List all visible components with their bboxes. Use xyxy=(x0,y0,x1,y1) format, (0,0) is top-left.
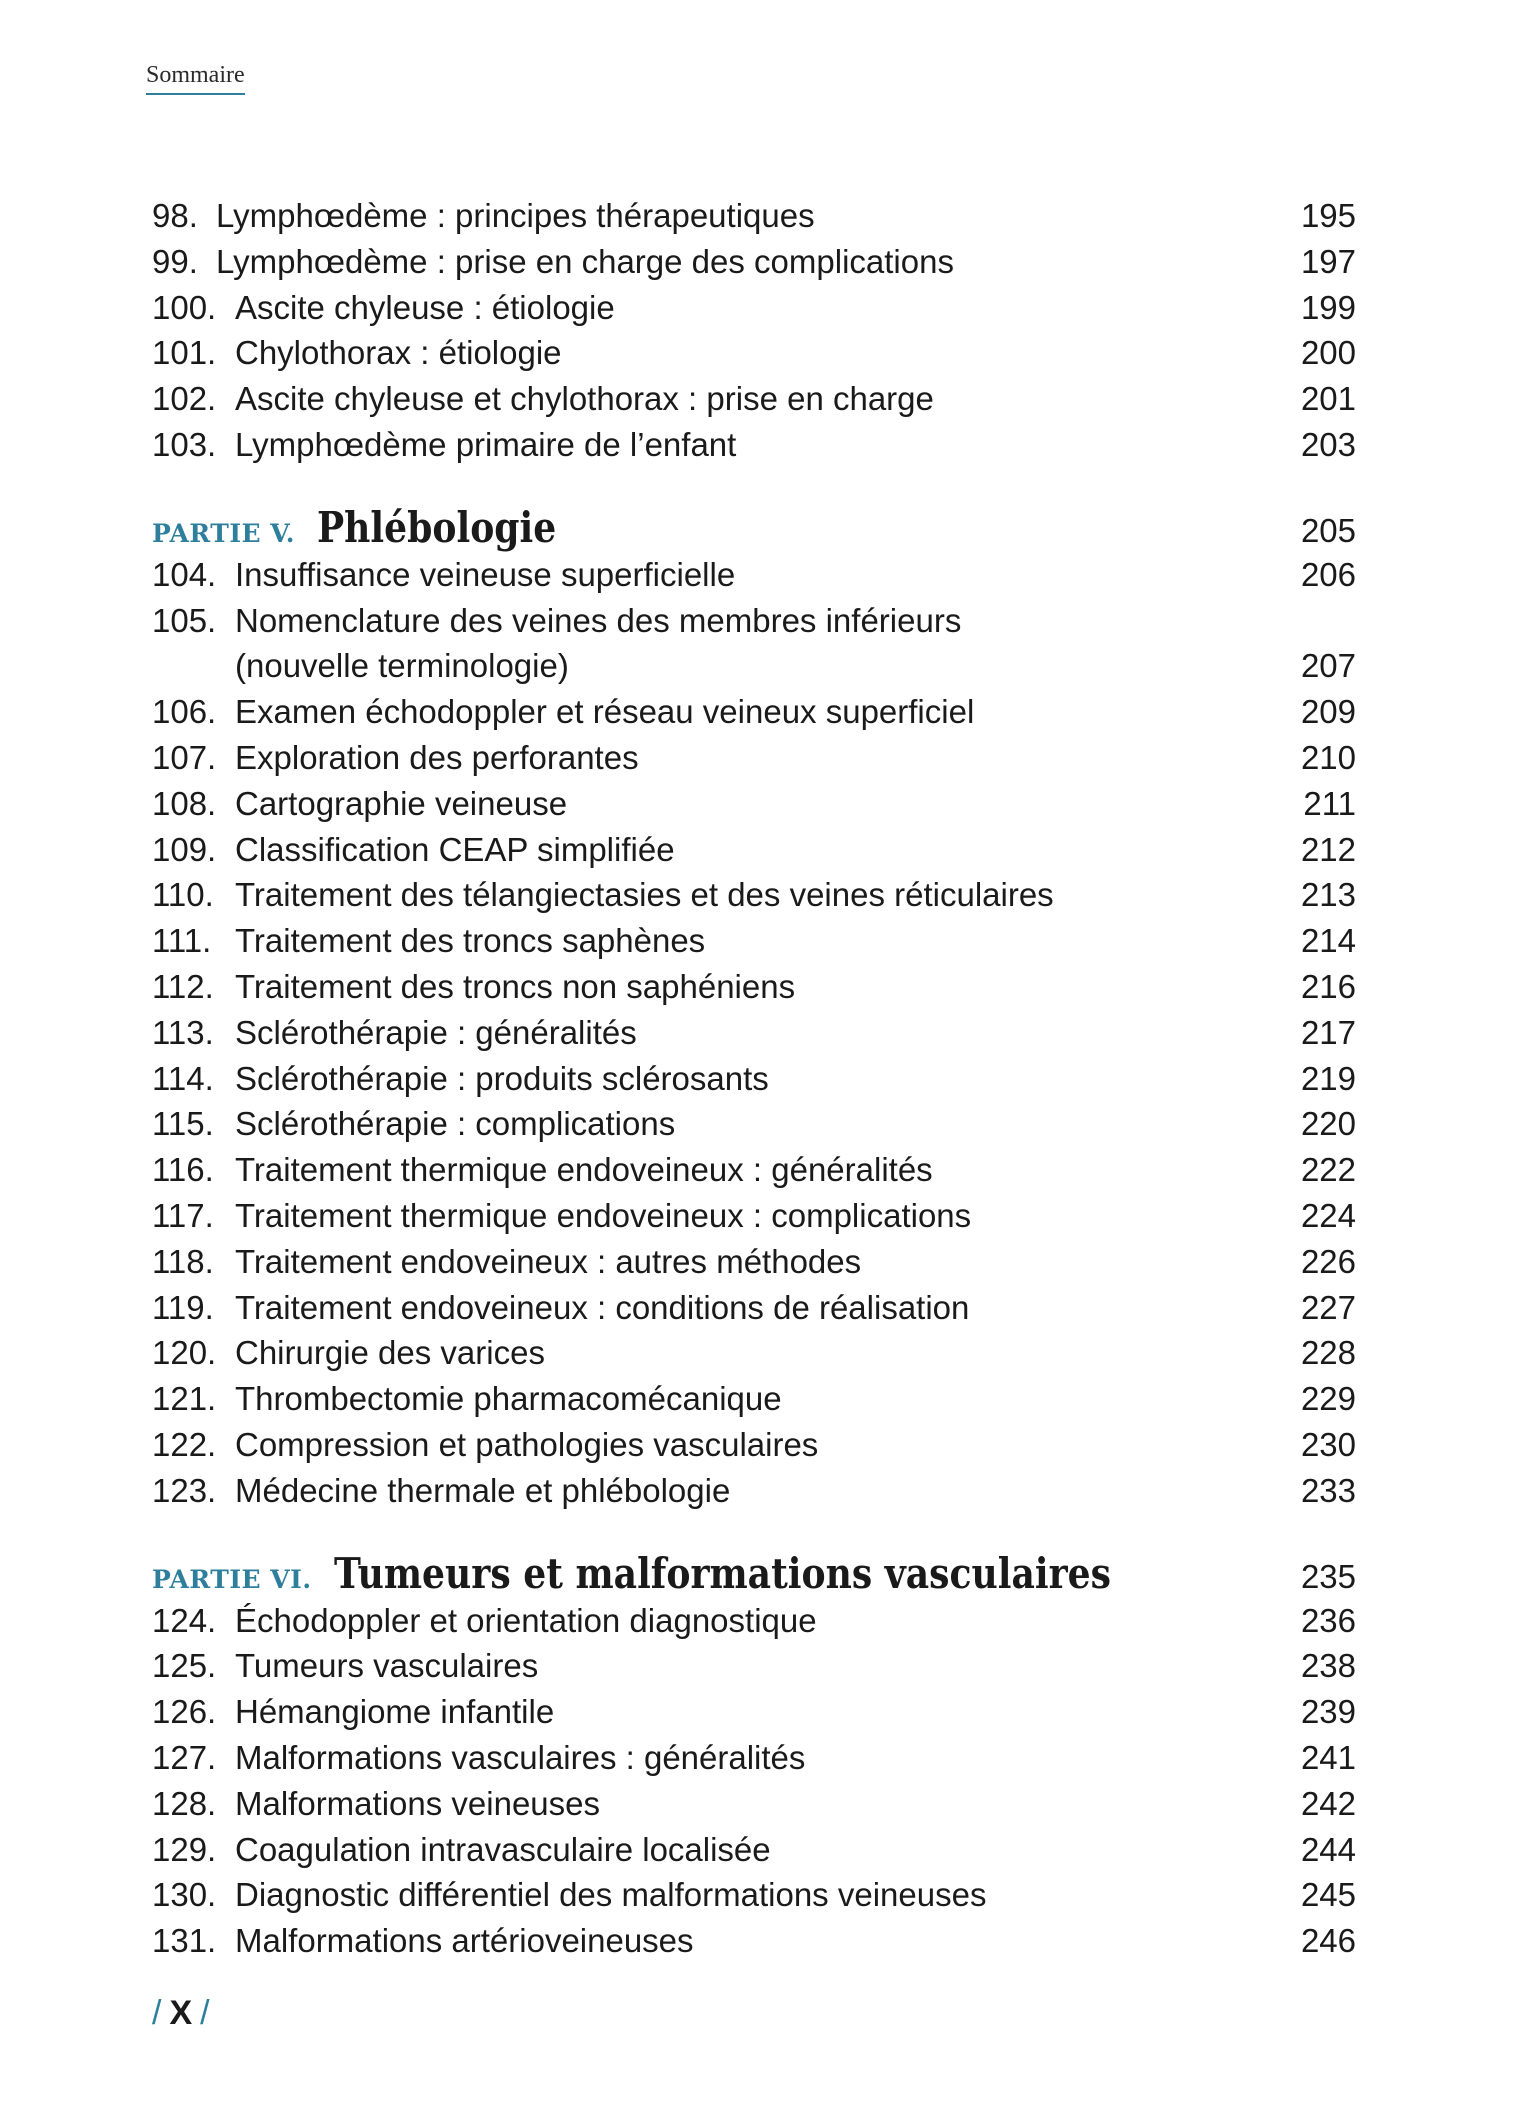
entry-number: 108. xyxy=(152,784,217,822)
folio-slash-left: / xyxy=(152,1994,162,2032)
entry-title: Exploration des perforantes xyxy=(235,738,639,776)
toc-entry[interactable] xyxy=(152,1827,1356,1873)
entry-title: Ascite chyleuse : étiologie xyxy=(235,288,615,326)
entry-number: 109. xyxy=(152,830,217,868)
entry-number: 114. xyxy=(152,1059,214,1097)
toc-entry[interactable] xyxy=(152,1376,1356,1422)
entry-title: Classification CEAP simplifiée xyxy=(235,830,675,868)
entry-page: 226 xyxy=(1300,1242,1356,1280)
toc-entry[interactable] xyxy=(152,1285,1356,1331)
part-title: Phlébologie xyxy=(317,502,557,552)
toc-entry[interactable] xyxy=(152,964,1356,1010)
entry-number: 110. xyxy=(152,876,214,914)
toc-entry[interactable] xyxy=(152,376,1356,422)
entry-number: 124. xyxy=(152,1601,217,1639)
entry-page: 246 xyxy=(1300,1922,1356,1960)
page-folio xyxy=(152,1994,210,2033)
toc-entry[interactable] xyxy=(152,1872,1356,1918)
entry-number: 105. xyxy=(152,601,217,639)
table-of-contents xyxy=(152,193,1356,1964)
toc-entry[interactable] xyxy=(152,193,1356,239)
toc-entry-continuation[interactable] xyxy=(152,643,1356,689)
entry-page: 199 xyxy=(1300,288,1356,326)
entry-title: Tumeurs vasculaires xyxy=(235,1647,539,1685)
part-page: 205 xyxy=(1300,511,1356,549)
toc-entry[interactable] xyxy=(152,872,1356,918)
part-heading-phlebologie[interactable] xyxy=(152,503,1356,552)
toc-entry[interactable] xyxy=(152,918,1356,964)
entry-page: 195 xyxy=(1300,197,1356,234)
entry-title: Malformations vasculaires : généralités xyxy=(235,1738,806,1776)
toc-entry[interactable] xyxy=(152,552,1356,598)
entry-page: 206 xyxy=(1300,555,1356,593)
entry-number: 119. xyxy=(152,1288,214,1326)
toc-entry[interactable] xyxy=(152,1689,1356,1735)
entry-page: 238 xyxy=(1300,1647,1356,1685)
part-heading-tumeurs[interactable] xyxy=(152,1549,1356,1598)
entry-title: Traitement endoveineux : conditions de réalisation xyxy=(235,1288,970,1326)
toc-entry[interactable] xyxy=(152,1239,1356,1285)
entry-number: 102. xyxy=(152,380,217,418)
part-label: PARTIE VI. xyxy=(152,1564,312,1594)
entry-page: 242 xyxy=(1300,1784,1356,1822)
entry-page: 228 xyxy=(1300,1334,1356,1372)
toc-entry[interactable] xyxy=(152,1056,1356,1102)
toc-entry[interactable] xyxy=(152,285,1356,331)
entry-title: Lymphœdème : principes thérapeutiques xyxy=(216,197,815,234)
entry-page: 203 xyxy=(1300,425,1356,463)
toc-entry[interactable] xyxy=(152,1468,1356,1514)
toc-entry[interactable] xyxy=(152,330,1356,376)
entry-title: Nomenclature des veines des membres inférieurs xyxy=(235,601,962,639)
entry-page: 230 xyxy=(1300,1425,1356,1463)
entry-title: Coagulation intravasculaire localisée xyxy=(235,1830,771,1868)
toc-entry[interactable] xyxy=(152,781,1356,827)
entry-number: 125. xyxy=(152,1647,217,1685)
entry-page: 224 xyxy=(1300,1196,1356,1234)
part-title: Tumeurs et malformations vasculaires xyxy=(333,1548,1111,1598)
toc-entry[interactable] xyxy=(152,422,1356,468)
entry-number: 118. xyxy=(152,1242,214,1280)
entry-number: 131. xyxy=(152,1922,217,1960)
toc-entry[interactable] xyxy=(152,1735,1356,1781)
entry-title: Thrombectomie pharmacomécanique xyxy=(235,1380,782,1418)
entry-page: 245 xyxy=(1300,1876,1356,1914)
toc-entry[interactable] xyxy=(152,239,1356,285)
entry-title: Hémangiome infantile xyxy=(235,1693,555,1731)
entry-title: Sclérothérapie : complications xyxy=(235,1105,676,1143)
folio-slash-right: / xyxy=(200,1994,210,2032)
entry-page: 236 xyxy=(1300,1601,1356,1639)
part-page: 235 xyxy=(1300,1557,1356,1595)
entry-number: 100. xyxy=(152,288,217,326)
toc-entry[interactable] xyxy=(152,1193,1356,1239)
entry-page: 207 xyxy=(1300,647,1356,685)
entry-title: Traitement endoveineux : autres méthodes xyxy=(235,1242,862,1280)
entry-title: Sclérothérapie : produits sclérosants xyxy=(235,1059,769,1097)
entry-number: 103. xyxy=(152,425,217,463)
entry-number: 121. xyxy=(152,1380,217,1418)
entry-title: Traitement des troncs saphènes xyxy=(235,922,706,960)
entry-page: 239 xyxy=(1300,1693,1356,1731)
entry-title: Traitement des télangiectasies et des veines réticulaires xyxy=(235,876,1054,914)
toc-entry[interactable] xyxy=(152,827,1356,873)
entry-page: 244 xyxy=(1300,1830,1356,1868)
entry-page: 210 xyxy=(1300,738,1356,776)
entry-page: 227 xyxy=(1300,1288,1356,1326)
entry-number: 98. xyxy=(152,197,198,234)
entry-page: 211 xyxy=(1303,784,1356,822)
entry-page: 233 xyxy=(1300,1471,1356,1509)
toc-entry[interactable] xyxy=(152,1147,1356,1193)
entry-title: Compression et pathologies vasculaires xyxy=(235,1425,819,1463)
entry-title: Chylothorax : étiologie xyxy=(235,334,562,372)
entry-page: 214 xyxy=(1300,922,1356,960)
entry-title: Examen échodoppler et réseau veineux superficiel xyxy=(235,693,975,731)
entry-number: 123. xyxy=(152,1471,217,1509)
entry-page: 217 xyxy=(1300,1013,1356,1051)
entry-title: Malformations veineuses xyxy=(235,1784,600,1822)
entry-page: 222 xyxy=(1300,1151,1356,1189)
entry-number: 104. xyxy=(152,555,217,593)
part-label: PARTIE V. xyxy=(152,518,296,548)
running-head: Sommaire xyxy=(146,62,245,95)
entry-number: 128. xyxy=(152,1784,217,1822)
entry-number: 127. xyxy=(152,1738,217,1776)
toc-entry[interactable] xyxy=(152,1598,1356,1644)
entry-page: 241 xyxy=(1300,1738,1356,1776)
toc-entry[interactable] xyxy=(152,1918,1356,1964)
entry-title: Médecine thermale et phlébologie xyxy=(235,1471,731,1509)
entry-title: Traitement des troncs non saphéniens xyxy=(235,967,796,1005)
entry-page: 213 xyxy=(1300,876,1356,914)
entry-title: Sclérothérapie : généralités xyxy=(235,1013,637,1051)
entry-page: 197 xyxy=(1300,242,1356,280)
entry-page: 209 xyxy=(1300,693,1356,731)
entry-number: 130. xyxy=(152,1876,217,1914)
entry-page: 229 xyxy=(1300,1380,1356,1418)
entry-number: 112. xyxy=(152,967,214,1005)
entry-title: Traitement thermique endoveineux : complications xyxy=(235,1196,972,1234)
entry-title: Traitement thermique endoveineux : généralités xyxy=(235,1151,933,1189)
toc-entry[interactable] xyxy=(152,1010,1356,1056)
entry-title: Lymphœdème : prise en charge des complications xyxy=(216,242,954,280)
toc-entry[interactable] xyxy=(152,735,1356,781)
entry-page: 212 xyxy=(1300,830,1356,868)
entry-page: 201 xyxy=(1300,380,1356,418)
entry-page: 200 xyxy=(1300,334,1356,372)
entry-number: 129. xyxy=(152,1830,217,1868)
entry-page: 216 xyxy=(1300,967,1356,1005)
entry-number: 113. xyxy=(152,1013,214,1051)
entry-number: 116. xyxy=(152,1151,214,1189)
entry-number: 101. xyxy=(152,334,217,372)
entry-number: 126. xyxy=(152,1693,217,1731)
entry-number: 99. xyxy=(152,242,198,280)
entry-number: 122. xyxy=(152,1425,217,1463)
entry-title: Lymphœdème primaire de l’enfant xyxy=(235,425,737,463)
entry-title: Ascite chyleuse et chylothorax : prise en charge xyxy=(235,380,934,418)
entry-title: Malformations artérioveineuses xyxy=(235,1922,694,1960)
entry-page: 220 xyxy=(1300,1105,1356,1143)
entry-number: 106. xyxy=(152,693,217,731)
entry-title: Cartographie veineuse xyxy=(235,784,568,822)
entry-page: 219 xyxy=(1300,1059,1356,1097)
entry-title-continuation: (nouvelle terminologie) xyxy=(235,647,569,685)
entry-title: Diagnostic différentiel des malformations veineuses xyxy=(235,1876,987,1914)
toc-entry[interactable] xyxy=(152,1643,1356,1689)
toc-entry[interactable] xyxy=(152,689,1356,735)
entry-title: Chirurgie des varices xyxy=(235,1334,545,1372)
entry-number: 115. xyxy=(152,1105,214,1143)
toc-entry[interactable] xyxy=(152,1330,1356,1376)
entry-number: 120. xyxy=(152,1334,217,1372)
folio-number: X xyxy=(169,1994,193,2032)
entry-title: Insuffisance veineuse superficielle xyxy=(235,555,736,593)
toc-entry[interactable] xyxy=(152,598,1356,644)
toc-entry[interactable] xyxy=(152,1422,1356,1468)
entry-number: 111. xyxy=(152,922,212,960)
entry-number: 107. xyxy=(152,738,217,776)
toc-entry[interactable] xyxy=(152,1781,1356,1827)
entry-number: 117. xyxy=(152,1196,214,1234)
entry-title: Échodoppler et orientation diagnostique xyxy=(235,1601,817,1639)
toc-entry[interactable] xyxy=(152,1101,1356,1147)
